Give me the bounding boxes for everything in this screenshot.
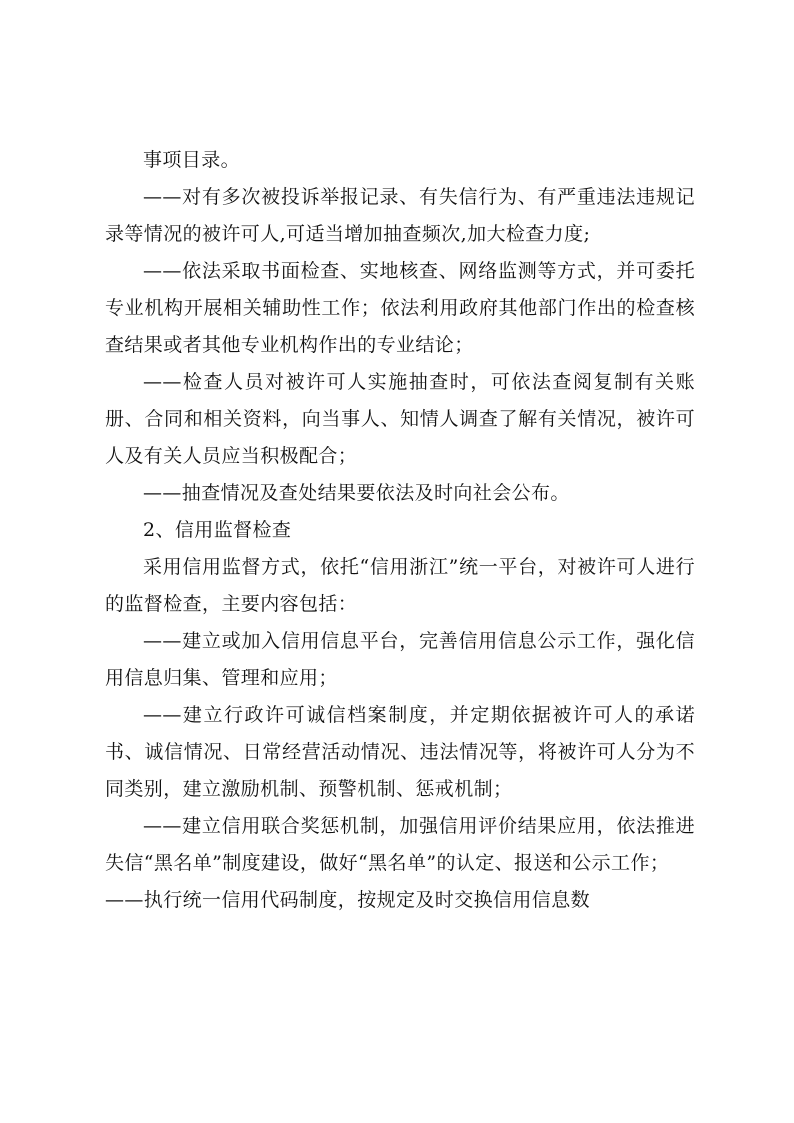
paragraph-unified-credit-code: ——执行统一信用代码制度，按规定及时交换信用信息数	[105, 889, 591, 911]
paragraph-inspector-access: ——检查人员对被许可人实施抽查时，可依法查阅复制有关账册、合同和相关资料，向当事人、知情人调查了解有关情况，被许可人及有关人员应当积极配合；	[105, 371, 695, 467]
paragraph-public-disclosure: ——抽查情况及查处结果要依法及时向社会公布。	[143, 482, 570, 504]
paragraph-complaint-records: ——对有多次被投诉举报记录、有失信行为、有严重违法违规记录等情况的被许可人,可适当增加抽查频次,加大检查力度;	[105, 186, 695, 245]
paragraph-credit-platform: ——建立或加入信用信息平台，完善信用信息公示工作，强化信用信息归集、管理和应用；	[105, 630, 695, 689]
section-heading-credit-supervision: 2、信用监督检查	[143, 519, 292, 541]
paragraph-credit-supervision-intro: 采用信用监督方式，依托“信用浙江”统一平台，对被许可人进行的监督检查，主要内容包括：	[105, 556, 695, 615]
document-body	[105, 142, 695, 919]
paragraph-item-catalog: 事项目录。	[143, 149, 241, 171]
paragraph-inspection-methods: ——依法采取书面检查、实地核查、网络监测等方式，并可委托专业机构开展相关辅助性工作；依法利用政府其他部门作出的检查核查结果或者其他专业机构作出的专业结论；	[105, 260, 695, 356]
paragraph-joint-reward-punishment: ——建立信用联合奖惩机制，加强信用评价结果应用，依法推进失信“黑名单”制度建设，做好“黑名单”的认定、报送和公示工作；	[105, 815, 695, 874]
paragraph-integrity-archive: ——建立行政许可诚信档案制度，并定期依据被许可人的承诺书、诚信情况、日常经营活动情况、违法情况等，将被许可人分为不同类别，建立激励机制、预警机制、惩戒机制；	[105, 704, 695, 800]
